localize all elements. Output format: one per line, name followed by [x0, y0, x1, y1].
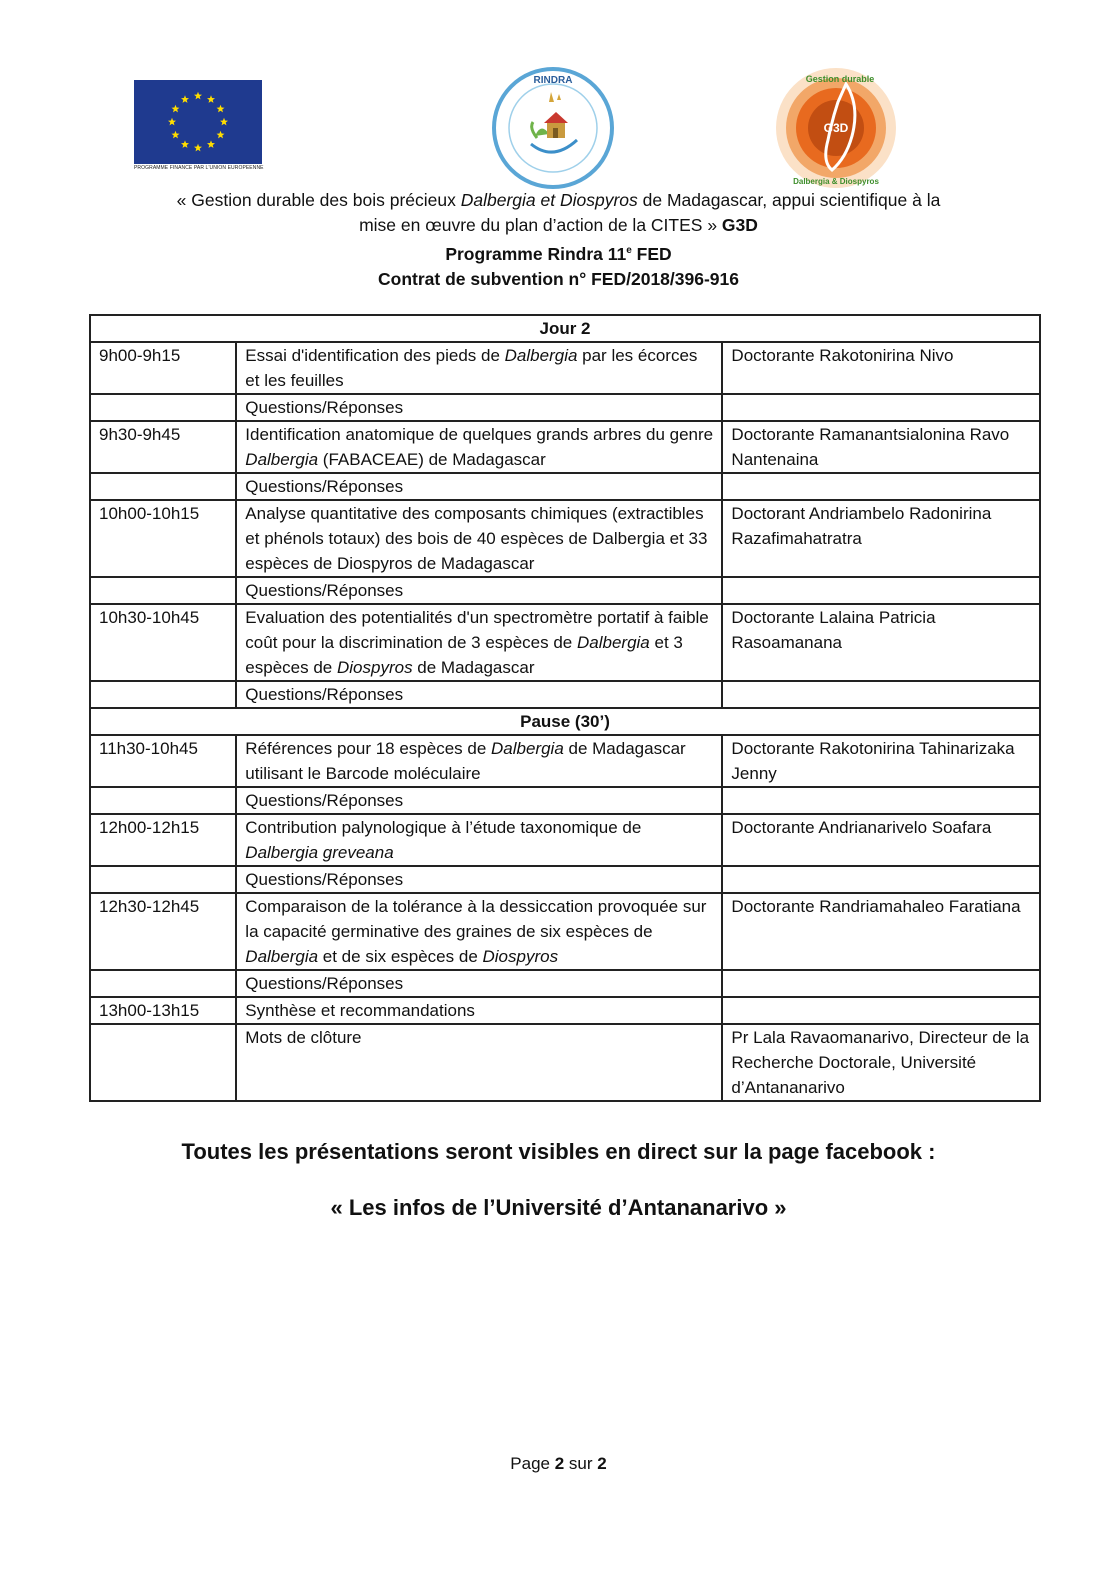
speaker-cell: Doctorante Ramanantsialonina Ravo Nantenaina — [722, 421, 1040, 473]
session-row — [90, 814, 1040, 866]
time-cell: 9h00-9h15 — [90, 342, 236, 394]
eu-flag-icon — [134, 80, 262, 164]
time-cell — [90, 866, 236, 893]
qa-row — [90, 970, 1040, 997]
eu-logo — [134, 80, 262, 176]
speaker-cell — [722, 787, 1040, 814]
topic-cell: Références pour 18 espèces de Dalbergia de Madagascar utilisant le Barcode moléculaire — [236, 735, 722, 787]
speaker-cell — [722, 473, 1040, 500]
speaker-cell: Doctorante Andrianarivelo Soafara — [722, 814, 1040, 866]
topic-cell: Questions/Réponses — [236, 970, 722, 997]
g3d-bottom-label: Dalbergia & Diospyros — [793, 177, 879, 186]
rindra-logo — [491, 66, 615, 190]
time-cell: 10h00-10h15 — [90, 500, 236, 577]
rindra-label: RINDRA — [533, 75, 573, 86]
header-line-3: Programme Rindra 11e FED — [445, 243, 672, 264]
topic-cell: Mots de clôture — [236, 1024, 722, 1101]
facebook-page-name: « Les infos de l’Université d’Antananarivo » — [330, 1195, 787, 1220]
page-number: Page 2 sur 2 — [510, 1454, 607, 1473]
topic-cell: Analyse quantitative des composants chimiques (extractibles et phénols totaux) des bois de 40 espèces de Dalbergia et 33 espèces de Diospyros de Madagascar — [236, 500, 722, 577]
time-cell — [90, 577, 236, 604]
time-cell — [90, 681, 236, 708]
eu-caption: PROGRAMME FINANCE PAR L'UNION EUROPEENNE — [134, 165, 264, 171]
topic-cell: Questions/Réponses — [236, 394, 722, 421]
session-row — [90, 1024, 1040, 1101]
topic-cell: Questions/Réponses — [236, 681, 722, 708]
session-row — [90, 500, 1040, 577]
session-row — [90, 735, 1040, 787]
time-cell — [90, 787, 236, 814]
topic-cell: Comparaison de la tolérance à la dessiccation provoquée sur la capacité germinative des graines de six espèces de Dalbergia et de six espèces de Diospyros — [236, 893, 722, 970]
speaker-cell: Pr Lala Ravaomanarivo, Directeur de la Recherche Doctorale, Université d’Antananarivo — [722, 1024, 1040, 1101]
time-cell: 11h30-10h45 — [90, 735, 236, 787]
speaker-cell: Doctorante Lalaina Patricia Rasoamanana — [722, 604, 1040, 681]
time-cell — [90, 1024, 236, 1101]
speaker-cell — [722, 970, 1040, 997]
g3d-center-label: G3D — [823, 121, 849, 135]
speaker-cell — [722, 681, 1040, 708]
topic-cell: Identification anatomique de quelques grands arbres du genre Dalbergia (FABACEAE) de Madagascar — [236, 421, 722, 473]
speaker-cell: Doctorante Randriamahaleo Faratiana — [722, 893, 1040, 970]
speaker-cell — [722, 997, 1040, 1024]
document-header — [0, 188, 1117, 292]
time-cell: 9h30-9h45 — [90, 421, 236, 473]
pause-row — [90, 708, 1040, 735]
session-row — [90, 604, 1040, 681]
time-cell: 10h30-10h45 — [90, 604, 236, 681]
topic-cell: Evaluation des potentialités d'un spectromètre portatif à faible coût pour la discrimination de 3 espèces de Dalbergia et 3 espèces de Diospyros de Madagascar — [236, 604, 722, 681]
qa-row — [90, 787, 1040, 814]
qa-row — [90, 866, 1040, 893]
g3d-top-label: Gestion durable — [805, 74, 875, 84]
session-row — [90, 342, 1040, 394]
time-cell: 12h00-12h15 — [90, 814, 236, 866]
time-cell: 12h30-12h45 — [90, 893, 236, 970]
time-cell — [90, 970, 236, 997]
facebook-notice: Toutes les présentations seront visibles en direct sur la page facebook : — [181, 1139, 936, 1164]
session-row — [90, 421, 1040, 473]
session-row — [90, 893, 1040, 970]
qa-row — [90, 577, 1040, 604]
pause-row-cell: Pause (30’) — [90, 708, 1040, 735]
topic-cell: Questions/Réponses — [236, 577, 722, 604]
speaker-cell — [722, 577, 1040, 604]
topic-cell: Contribution palynologique à l’étude taxonomique de Dalbergia greveana — [236, 814, 722, 866]
topic-cell: Questions/Réponses — [236, 866, 722, 893]
speaker-cell — [722, 394, 1040, 421]
qa-row — [90, 681, 1040, 708]
programme-table — [89, 314, 1041, 1102]
speaker-cell — [722, 866, 1040, 893]
topic-cell: Questions/Réponses — [236, 473, 722, 500]
speaker-cell: Doctorant Andriambelo Radonirina Razafimahatratra — [722, 500, 1040, 577]
topic-cell: Essai d'identification des pieds de Dalbergia par les écorces et les feuilles — [236, 342, 722, 394]
time-cell — [90, 473, 236, 500]
day-title-row — [90, 315, 1040, 342]
qa-row — [90, 473, 1040, 500]
qa-row — [90, 394, 1040, 421]
header-line-4: Contrat de subvention n° FED/2018/396-916 — [378, 268, 739, 289]
topic-cell: Synthèse et recommandations — [236, 997, 722, 1024]
speaker-cell: Doctorante Rakotonirina Tahinarizaka Jenny — [722, 735, 1040, 787]
time-cell: 13h00-13h15 — [90, 997, 236, 1024]
logos-bar — [0, 0, 1117, 190]
header-line-2: mise en œuvre du plan d’action de la CITES » G3D — [359, 215, 758, 235]
time-cell — [90, 394, 236, 421]
g3d-logo — [774, 66, 898, 190]
topic-cell: Questions/Réponses — [236, 787, 722, 814]
session-row — [90, 997, 1040, 1024]
day-title-row-cell: Jour 2 — [90, 315, 1040, 342]
speaker-cell: Doctorante Rakotonirina Nivo — [722, 342, 1040, 394]
header-line-1: « Gestion durable des bois précieux Dalbergia et Diospyros de Madagascar, appui scientifique à la — [176, 190, 941, 210]
